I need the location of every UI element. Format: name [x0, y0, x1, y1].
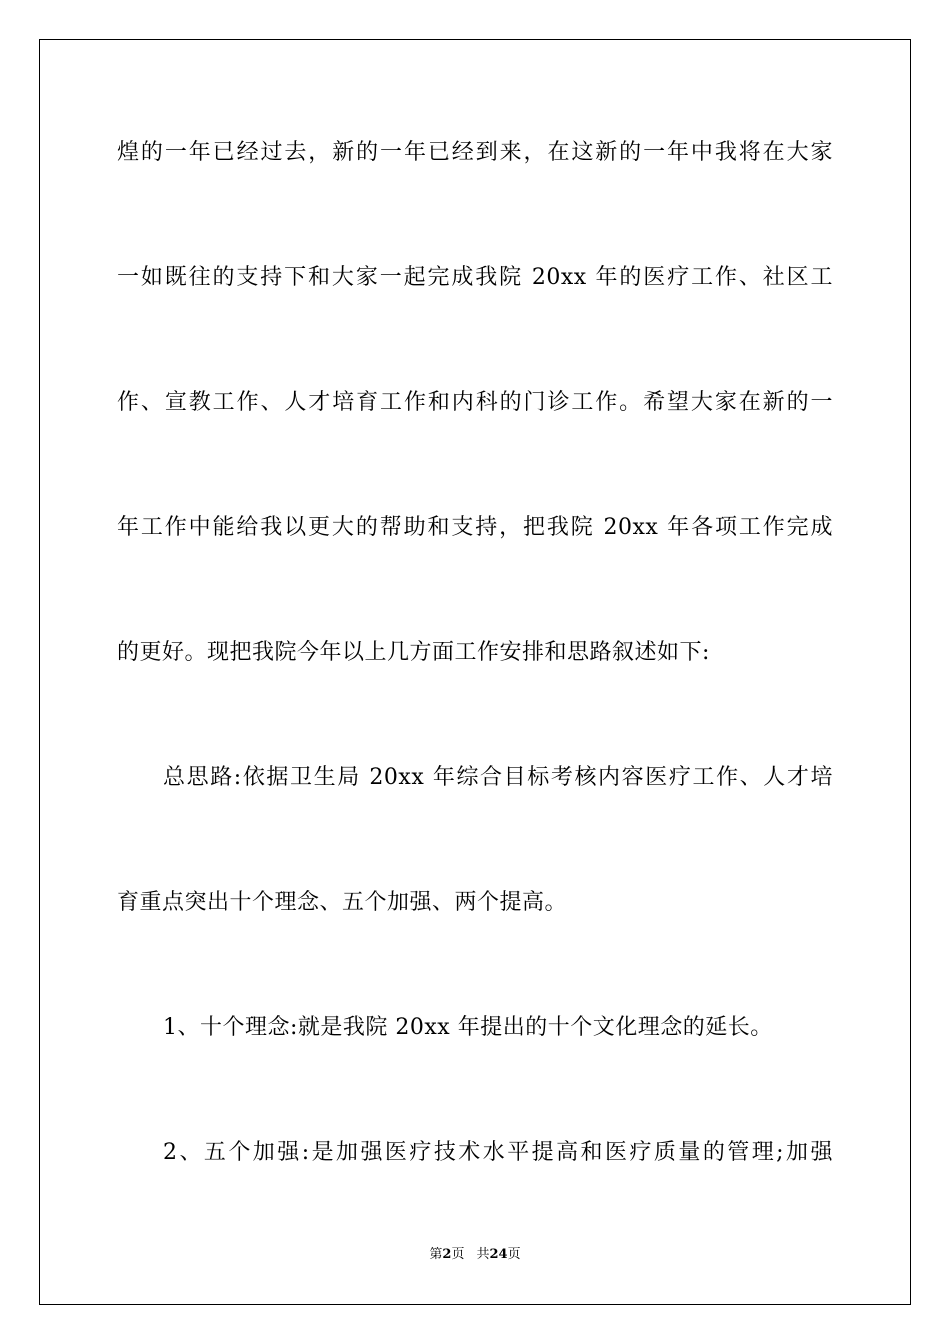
page-prefix: 第 [429, 1247, 443, 1262]
total-pages: 24 [489, 1247, 508, 1262]
text-line-4: 年工作中能给我以更大的帮助和支持，把我院 20xx 年各项工作完成 [117, 515, 833, 540]
total-prefix: 共 [476, 1247, 490, 1262]
page-suffix: 页 [451, 1247, 465, 1262]
text-line-3: 作、宣教工作、人才培育工作和内科的门诊工作。希望大家在新的一 [117, 390, 833, 415]
text-line-1: 煌的一年已经过去，新的一年已经到来，在这新的一年中我将在大家 [117, 140, 833, 165]
text-line-5: 的更好。现把我院今年以上几方面工作安排和思路叙述如下: [117, 640, 710, 665]
page-number: 2 [442, 1247, 452, 1262]
page-footer [0, 1245, 950, 1265]
total-suffix: 页 [507, 1247, 521, 1262]
text-line-9: 2、五个加强:是加强医疗技术水平提高和医疗质量的管理;加强 [163, 1140, 833, 1165]
text-line-6: 总思路:依据卫生局 20xx 年综合目标考核内容医疗工作、人才培 [163, 765, 833, 790]
text-line-7: 育重点突出十个理念、五个加强、两个提高。 [117, 890, 568, 915]
text-line-2: 一如既往的支持下和大家一起完成我院 20xx 年的医疗工作、社区工 [117, 265, 833, 290]
text-line-8: 1、十个理念:就是我院 20xx 年提出的十个文化理念的延长。 [163, 1015, 773, 1040]
document-body [117, 125, 833, 1250]
